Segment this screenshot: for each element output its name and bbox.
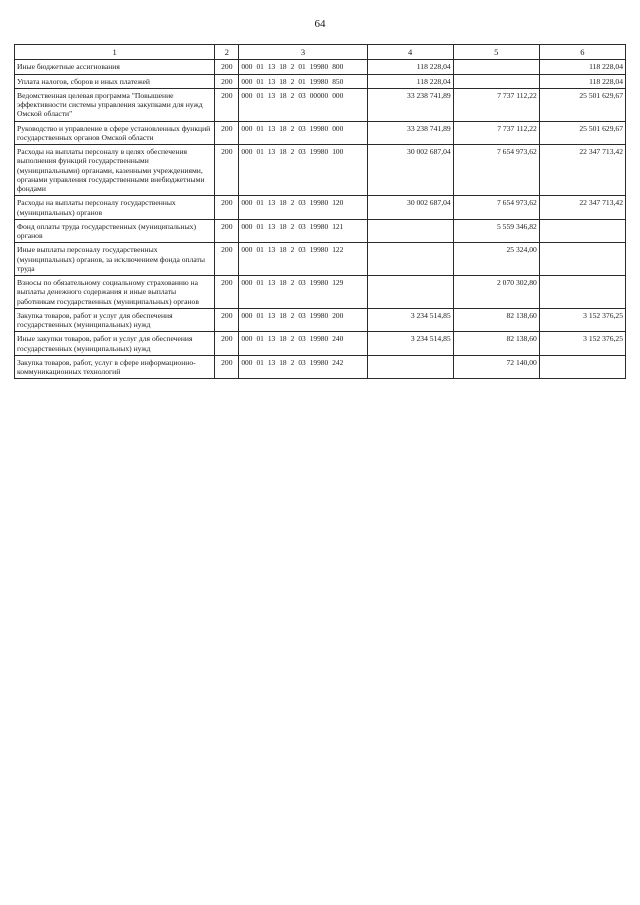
row-amount-col4 (367, 276, 453, 309)
code-segment: 2 (290, 278, 295, 288)
row-name: Расходы на выплаты персоналу в целях обеспечения выполнения функций государственными (муниципальными) органами, казенными учреждениями, органами управления государственными внебюджетными фондами (15, 145, 215, 196)
row-admin-code: 200 (215, 219, 239, 243)
row-admin-code: 200 (215, 121, 239, 145)
code-segment: 01 (256, 147, 264, 157)
row-amount-col6 (539, 355, 625, 379)
row-name: Иные закупки товаров, работ и услуг для обеспечения государственных (муниципальных) нужд (15, 332, 215, 356)
row-classification-code (239, 219, 367, 243)
row-amount-col6: 118 228,04 (539, 74, 625, 88)
code-segment: 03 (298, 245, 306, 255)
code-segment: 13 (267, 90, 276, 100)
row-amount-col4: 33 238 741,89 (367, 121, 453, 145)
row-amount-col6: 25 501 629,67 (539, 121, 625, 145)
row-amount-col6 (539, 243, 625, 276)
code-segment: 000 (241, 123, 253, 133)
table-row (15, 196, 626, 220)
row-name: Закупка товаров, работ, услуг в сфере информационно-коммуникационных технологий (15, 355, 215, 379)
code-segment: 01 (256, 278, 264, 288)
code-segment: 18 (279, 198, 287, 208)
code-segment: 03 (298, 221, 306, 231)
code-segment: 01 (256, 76, 264, 86)
row-amount-col4: 3 234 514,85 (367, 308, 453, 332)
row-amount-col4: 118 228,04 (367, 60, 453, 74)
row-admin-code: 200 (215, 243, 239, 276)
code-segment: 242 (332, 357, 344, 367)
code-segment: 200 (332, 310, 344, 320)
code-segment: 850 (332, 76, 344, 86)
code-segment: 18 (279, 334, 287, 344)
row-amount-col6: 3 152 376,25 (539, 332, 625, 356)
code-segment: 19980 (309, 221, 329, 231)
code-segment: 03 (298, 334, 306, 344)
table-row (15, 243, 626, 276)
code-segment: 13 (267, 221, 276, 231)
row-admin-code: 200 (215, 60, 239, 74)
row-classification-code (239, 355, 367, 379)
row-amount-col6: 22 347 713,42 (539, 145, 625, 196)
row-admin-code: 200 (215, 355, 239, 379)
code-segment: 19980 (309, 147, 329, 157)
code-segment: 00000 (309, 90, 329, 100)
row-name: Руководство и управление в сфере установленных функций государственных органов Омской области (15, 121, 215, 145)
header-row (15, 45, 626, 60)
code-segment: 240 (332, 334, 344, 344)
row-amount-col5: 7 654 973,62 (453, 196, 539, 220)
row-classification-code (239, 88, 367, 121)
code-segment: 13 (267, 334, 276, 344)
code-segment: 129 (332, 278, 344, 288)
row-classification-code (239, 60, 367, 74)
header-cell: 5 (453, 45, 539, 60)
code-segment: 03 (298, 357, 306, 367)
code-segment: 13 (267, 310, 276, 320)
code-segment: 03 (298, 278, 306, 288)
table-row (15, 121, 626, 145)
row-admin-code: 200 (215, 145, 239, 196)
code-segment: 000 (241, 310, 253, 320)
code-segment: 18 (279, 123, 287, 133)
row-admin-code: 200 (215, 308, 239, 332)
row-classification-code (239, 74, 367, 88)
row-name: Иные бюджетные ассигнования (15, 60, 215, 74)
row-classification-code (239, 276, 367, 309)
code-segment: 000 (241, 245, 253, 255)
row-amount-col5 (453, 60, 539, 74)
row-amount-col6: 25 501 629,67 (539, 88, 625, 121)
code-segment: 13 (267, 62, 276, 72)
code-segment: 01 (256, 357, 264, 367)
code-segment: 18 (279, 278, 287, 288)
row-admin-code: 200 (215, 196, 239, 220)
code-segment: 2 (290, 245, 295, 255)
code-segment: 01 (256, 334, 264, 344)
row-classification-code (239, 332, 367, 356)
code-segment: 000 (241, 198, 253, 208)
row-amount-col4: 33 238 741,89 (367, 88, 453, 121)
row-classification-code (239, 308, 367, 332)
code-segment: 03 (298, 123, 306, 133)
row-amount-col5: 82 138,60 (453, 332, 539, 356)
code-segment: 18 (279, 357, 287, 367)
code-segment: 18 (279, 310, 287, 320)
code-segment: 19980 (309, 357, 329, 367)
header-cell: 1 (15, 45, 215, 60)
code-segment: 000 (241, 278, 253, 288)
row-amount-col5: 7 737 112,22 (453, 88, 539, 121)
table-row (15, 145, 626, 196)
row-amount-col5: 82 138,60 (453, 308, 539, 332)
table-row (15, 74, 626, 88)
code-segment: 18 (279, 221, 287, 231)
row-amount-col4: 30 002 687,04 (367, 196, 453, 220)
row-classification-code (239, 196, 367, 220)
row-name: Закупка товаров, работ и услуг для обеспечения государственных (муниципальных) нужд (15, 308, 215, 332)
code-segment: 13 (267, 198, 276, 208)
code-segment: 2 (290, 147, 295, 157)
table-row (15, 88, 626, 121)
code-segment: 13 (267, 245, 276, 255)
table-body (15, 60, 626, 379)
code-segment: 18 (279, 245, 287, 255)
code-segment: 18 (279, 90, 287, 100)
code-segment: 2 (290, 76, 295, 86)
code-segment: 19980 (309, 123, 329, 133)
row-classification-code (239, 121, 367, 145)
row-amount-col4: 118 228,04 (367, 74, 453, 88)
row-amount-col5: 25 324,00 (453, 243, 539, 276)
code-segment: 2 (290, 221, 295, 231)
table-row (15, 355, 626, 379)
row-amount-col4 (367, 355, 453, 379)
code-segment: 2 (290, 123, 295, 133)
code-segment: 000 (241, 76, 253, 86)
code-segment: 01 (256, 90, 264, 100)
code-segment: 800 (332, 62, 344, 72)
table-row (15, 308, 626, 332)
code-segment: 19980 (309, 76, 329, 86)
row-amount-col6 (539, 276, 625, 309)
code-segment: 19980 (309, 198, 329, 208)
code-segment: 19980 (309, 334, 329, 344)
row-amount-col5: 7 737 112,22 (453, 121, 539, 145)
row-name: Иные выплаты персоналу государственных (муниципальных) органов, за исключением фонда оплаты труда (15, 243, 215, 276)
code-segment: 000 (241, 147, 253, 157)
row-classification-code (239, 145, 367, 196)
code-segment: 03 (298, 198, 306, 208)
code-segment: 03 (298, 310, 306, 320)
code-segment: 19980 (309, 62, 329, 72)
code-segment: 18 (279, 76, 287, 86)
code-segment: 2 (290, 310, 295, 320)
code-segment: 13 (267, 76, 276, 86)
code-segment: 19980 (309, 245, 329, 255)
row-amount-col5: 7 654 973,62 (453, 145, 539, 196)
row-name: Взносы по обязательному социальному страхованию на выплаты денежного содержания и иные выплаты работникам государственных (муниципальных) органов (15, 276, 215, 309)
row-name: Фонд оплаты труда государственных (муниципальных) органов (15, 219, 215, 243)
row-name: Уплата налогов, сборов и иных платежей (15, 74, 215, 88)
code-segment: 03 (298, 147, 306, 157)
code-segment: 2 (290, 357, 295, 367)
code-segment: 03 (298, 90, 306, 100)
page-number: 64 (314, 18, 326, 30)
table-row (15, 60, 626, 74)
code-segment: 2 (290, 90, 295, 100)
code-segment: 000 (241, 62, 253, 72)
row-admin-code: 200 (215, 276, 239, 309)
code-segment: 01 (298, 76, 306, 86)
code-segment: 000 (241, 90, 253, 100)
code-segment: 100 (332, 147, 344, 157)
code-segment: 121 (332, 221, 344, 231)
table-row (15, 219, 626, 243)
row-amount-col5: 2 070 302,80 (453, 276, 539, 309)
row-amount-col6: 22 347 713,42 (539, 196, 625, 220)
code-segment: 01 (256, 198, 264, 208)
row-amount-col5: 5 559 346,82 (453, 219, 539, 243)
code-segment: 13 (267, 278, 276, 288)
code-segment: 01 (298, 62, 306, 72)
row-amount-col4: 3 234 514,85 (367, 332, 453, 356)
code-segment: 01 (256, 221, 264, 231)
row-amount-col6: 3 152 376,25 (539, 308, 625, 332)
code-segment: 13 (267, 147, 276, 157)
row-amount-col5: 72 140,00 (453, 355, 539, 379)
row-amount-col5 (453, 74, 539, 88)
row-amount-col6: 118 228,04 (539, 60, 625, 74)
header-cell: 4 (367, 45, 453, 60)
code-segment: 13 (267, 123, 276, 133)
code-segment: 01 (256, 62, 264, 72)
header-cell: 2 (215, 45, 239, 60)
table-row (15, 332, 626, 356)
code-segment: 000 (332, 123, 344, 133)
header-cell: 3 (239, 45, 367, 60)
row-amount-col6 (539, 219, 625, 243)
code-segment: 000 (241, 221, 253, 231)
row-name: Ведомственная целевая программа "Повышение эффективности системы управления закупками для нужд Омской области" (15, 88, 215, 121)
row-amount-col4 (367, 219, 453, 243)
code-segment: 2 (290, 198, 295, 208)
code-segment: 01 (256, 310, 264, 320)
code-segment: 120 (332, 198, 344, 208)
row-name: Расходы на выплаты персоналу государственных (муниципальных) органов (15, 196, 215, 220)
budget-table (14, 44, 626, 379)
code-segment: 000 (332, 90, 344, 100)
row-admin-code: 200 (215, 332, 239, 356)
row-amount-col4 (367, 243, 453, 276)
code-segment: 000 (241, 357, 253, 367)
code-segment: 2 (290, 62, 295, 72)
table-row (15, 276, 626, 309)
code-segment: 01 (256, 123, 264, 133)
row-admin-code: 200 (215, 74, 239, 88)
row-admin-code: 200 (215, 88, 239, 121)
code-segment: 19980 (309, 278, 329, 288)
code-segment: 18 (279, 62, 287, 72)
code-segment: 19980 (309, 310, 329, 320)
row-classification-code (239, 243, 367, 276)
code-segment: 18 (279, 147, 287, 157)
code-segment: 2 (290, 334, 295, 344)
code-segment: 000 (241, 334, 253, 344)
code-segment: 122 (332, 245, 344, 255)
code-segment: 13 (267, 357, 276, 367)
row-amount-col4: 30 002 687,04 (367, 145, 453, 196)
header-cell: 6 (539, 45, 625, 60)
code-segment: 01 (256, 245, 264, 255)
